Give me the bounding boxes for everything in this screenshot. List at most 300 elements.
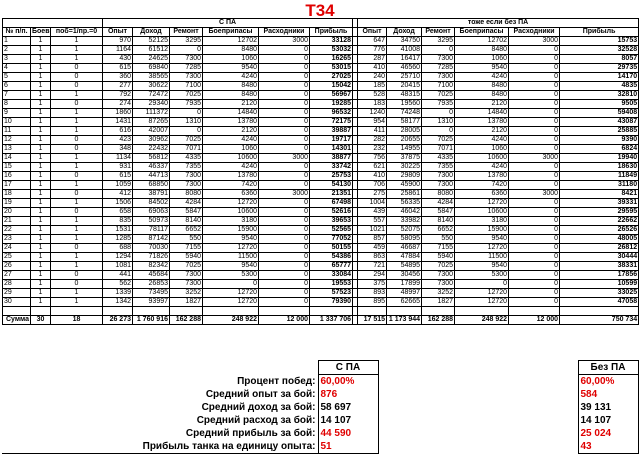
cell: 1 [31, 217, 51, 226]
cell: 3000 [259, 154, 310, 163]
cell: 776 [358, 46, 387, 55]
cell: 1 [31, 190, 51, 199]
cell: 970 [103, 37, 133, 46]
cell: 274 [103, 100, 133, 109]
cell: 33025 [560, 289, 639, 298]
cell: 1 337 706 [310, 316, 353, 325]
cell: 615 [103, 64, 133, 73]
gap-cell [31, 307, 51, 316]
cell: 0 [259, 73, 310, 82]
cell: 0 [509, 91, 560, 100]
cell: 52125 [133, 37, 170, 46]
stats-label: Прибыль танка на единицу опыта: [2, 440, 318, 454]
cell: 2120 [455, 100, 509, 109]
stats-row [2, 427, 638, 440]
cell: 54895 [387, 262, 422, 271]
cell: 32528 [560, 46, 639, 55]
cell: 52616 [310, 208, 353, 217]
cell: 56967 [310, 91, 353, 100]
cell: 5847 [422, 208, 455, 217]
cell: 232 [358, 145, 387, 154]
cell: 65777 [310, 262, 353, 271]
table-row [3, 226, 639, 235]
cell: 1 [31, 172, 51, 181]
stats-mid-spacer [378, 401, 578, 414]
cell: 1 [51, 55, 103, 64]
gap-cell [259, 307, 310, 316]
cell: 45900 [387, 181, 422, 190]
cell: 0 [259, 163, 310, 172]
table-row [3, 271, 639, 280]
cell: 39653 [310, 217, 353, 226]
cell: 0 [51, 271, 103, 280]
cell: 7155 [170, 244, 203, 253]
gap-row [3, 307, 639, 316]
cell: 1 [51, 118, 103, 127]
cell: 7071 [422, 145, 455, 154]
cell: 12720 [203, 289, 259, 298]
cell: 7300 [170, 271, 203, 280]
table-row [3, 199, 639, 208]
cell: 439 [358, 208, 387, 217]
cell: 410 [358, 172, 387, 181]
cell: 59408 [560, 109, 639, 118]
cell: 1 [51, 109, 103, 118]
table-row [3, 118, 639, 127]
cell: 48997 [387, 289, 422, 298]
cell: 46687 [387, 244, 422, 253]
table-row [3, 235, 639, 244]
cell: 410 [358, 64, 387, 73]
cell: 26526 [560, 226, 639, 235]
cell: 1081 [103, 262, 133, 271]
gap-cell [103, 307, 133, 316]
cell: 14170 [560, 73, 639, 82]
cell: 26853 [133, 280, 170, 289]
col-header-left-1: Боев [32, 28, 50, 35]
cell: 1 [51, 127, 103, 136]
cell: 1 [31, 109, 51, 118]
stats-value-with: 51 [318, 440, 378, 454]
col-header-left-2: поб=1/пр.=0 [51, 28, 103, 37]
cell: 17856 [560, 271, 639, 280]
cell: 0 [51, 100, 103, 109]
col-header-with-1: Доход [133, 28, 170, 37]
stats-value-with: 14 107 [318, 414, 378, 427]
cell: 0 [509, 262, 560, 271]
table-row [3, 208, 639, 217]
cell: 9505 [560, 100, 639, 109]
table-row [3, 289, 639, 298]
cell: 11 [3, 127, 31, 136]
cell: 1 [31, 136, 51, 145]
cell: 7025 [170, 91, 203, 100]
cell: 33982 [387, 217, 422, 226]
cell: 7300 [170, 181, 203, 190]
cell: 73495 [133, 289, 170, 298]
cell: 7300 [422, 181, 455, 190]
cell: 14301 [310, 145, 353, 154]
cell: 528 [358, 91, 387, 100]
cell: 792 [103, 91, 133, 100]
cell: 1860 [103, 109, 133, 118]
cell: 0 [509, 163, 560, 172]
cell: 1 [31, 208, 51, 217]
cell: 1827 [170, 298, 203, 307]
cell: 13780 [203, 172, 259, 181]
cell: 77052 [310, 235, 353, 244]
table-row [3, 190, 639, 199]
cell: 12 000 [259, 316, 310, 325]
col-header-with-2: Ремонт [170, 28, 203, 37]
cell: 19717 [310, 136, 353, 145]
table-row [3, 136, 639, 145]
cell: 931 [103, 163, 133, 172]
cell: 17899 [387, 280, 422, 289]
table-row [3, 127, 639, 136]
cell: 46560 [387, 64, 422, 73]
cell: 12720 [455, 244, 509, 253]
column-header-row [3, 28, 639, 37]
table-row [3, 82, 639, 91]
cell: 1 [31, 100, 51, 109]
cell: 79390 [310, 298, 353, 307]
cell: 7300 [422, 73, 455, 82]
cell: 41008 [387, 46, 422, 55]
cell: 1342 [103, 298, 133, 307]
cell: 4240 [203, 163, 259, 172]
cell: 39331 [560, 199, 639, 208]
cell: 1 [31, 199, 51, 208]
cell: 0 [509, 73, 560, 82]
cell: 50155 [310, 244, 353, 253]
cell: 69063 [133, 208, 170, 217]
cell: 33742 [310, 163, 353, 172]
cell: 1 [51, 298, 103, 307]
cell: 0 [51, 208, 103, 217]
cell: 1060 [203, 55, 259, 64]
cell: 38565 [133, 73, 170, 82]
cell: 12 000 [509, 316, 560, 325]
stats-mid-spacer [378, 375, 578, 389]
table-row [3, 154, 639, 163]
cell: 550 [422, 235, 455, 244]
cell: 0 [509, 145, 560, 154]
cell: 0 [422, 127, 455, 136]
stats-value-without: 60,00% [578, 375, 638, 389]
stats-value-with: 60,00% [318, 375, 378, 389]
cell: 7025 [170, 262, 203, 271]
cell: 29 [3, 289, 31, 298]
cell: 12720 [203, 244, 259, 253]
cell: 6360 [455, 190, 509, 199]
cell: 25 [3, 253, 31, 262]
table-row [3, 91, 639, 100]
cell: 39887 [310, 127, 353, 136]
cell: 10 [3, 118, 31, 127]
cell: 1 [51, 226, 103, 235]
cell: 1339 [103, 289, 133, 298]
cell: 0 [259, 289, 310, 298]
cell: 12720 [455, 199, 509, 208]
stats-value-without: 43 [578, 440, 638, 454]
cell: 0 [259, 136, 310, 145]
stats-mid-spacer [378, 427, 578, 440]
cell: 13 [3, 145, 31, 154]
cell: 29595 [560, 208, 639, 217]
cell: 15 [3, 163, 31, 172]
cell: 29809 [387, 172, 422, 181]
cell: 0 [509, 217, 560, 226]
cell: 3000 [509, 37, 560, 46]
cell: 7025 [170, 136, 203, 145]
cell: 0 [422, 46, 455, 55]
cell: 72175 [310, 118, 353, 127]
cell: 441 [103, 271, 133, 280]
cell: 18 [51, 316, 103, 325]
stats-value-without: 25 024 [578, 427, 638, 440]
cell: 0 [509, 55, 560, 64]
cell: 21351 [310, 190, 353, 199]
cell: 0 [259, 145, 310, 154]
cell: 15042 [310, 82, 353, 91]
cell: 0 [259, 118, 310, 127]
cell: 29735 [560, 64, 639, 73]
cell: 1 [51, 235, 103, 244]
cell: 0 [51, 73, 103, 82]
cell: 1310 [170, 118, 203, 127]
cell: 7285 [170, 64, 203, 73]
cell: 74248 [387, 109, 422, 118]
cell: 72472 [133, 91, 170, 100]
cell: 7300 [170, 73, 203, 82]
cell: 54386 [310, 253, 353, 262]
cell: 6 [3, 82, 31, 91]
cell: 30 [3, 298, 31, 307]
gap-cell [387, 307, 422, 316]
cell: 3000 [509, 190, 560, 199]
cell: 7155 [422, 244, 455, 253]
cell: 8480 [455, 82, 509, 91]
cell: 688 [103, 244, 133, 253]
cell: 5847 [170, 208, 203, 217]
cell: 1 [31, 118, 51, 127]
cell: 0 [259, 199, 310, 208]
cell: 19940 [560, 154, 639, 163]
cell: 1 [51, 253, 103, 262]
cell: 0 [509, 118, 560, 127]
col-header-with-4: Расходники [259, 28, 310, 37]
stats-row [2, 414, 638, 427]
cell: 557 [358, 217, 387, 226]
cell: 275 [358, 190, 387, 199]
cell: 19553 [310, 280, 353, 289]
cell: 1 [31, 55, 51, 64]
cell: 615 [103, 172, 133, 181]
cell: 8480 [203, 82, 259, 91]
cell: 5940 [422, 253, 455, 262]
cell: 3295 [422, 37, 455, 46]
col-header-without-5: Прибыль [560, 28, 639, 37]
cell: 1 [31, 145, 51, 154]
table-row [3, 145, 639, 154]
cell: 14840 [203, 109, 259, 118]
cell: 11500 [203, 253, 259, 262]
cell: 411 [358, 127, 387, 136]
cell: 6824 [560, 145, 639, 154]
col-header-without-1: Доход [387, 28, 422, 37]
cell: 87142 [133, 235, 170, 244]
stats-label-spacer [2, 361, 318, 375]
cell: 1 [31, 37, 51, 46]
cell: 48005 [560, 235, 639, 244]
cell: 1 760 916 [133, 316, 170, 325]
cell: 50973 [133, 217, 170, 226]
cell: 0 [203, 280, 259, 289]
cell: 4240 [455, 136, 509, 145]
cell: 1310 [422, 118, 455, 127]
cell: 1827 [422, 298, 455, 307]
stats-label: Средний прибыль за бой: [185, 428, 316, 439]
cell: 61512 [133, 46, 170, 55]
cell: 7300 [170, 55, 203, 64]
cell: 0 [509, 127, 560, 136]
cell: 550 [170, 235, 203, 244]
cell: 8480 [203, 91, 259, 100]
cell: 0 [509, 181, 560, 190]
stats-col-without: Без ПА [578, 361, 638, 375]
cell: 4835 [560, 82, 639, 91]
cell: 23 [3, 235, 31, 244]
cell: 1431 [103, 118, 133, 127]
gap-cell [358, 307, 387, 316]
cell: 14840 [455, 109, 509, 118]
cell: 7300 [422, 280, 455, 289]
cell: 10600 [455, 208, 509, 217]
cell: 0 [259, 82, 310, 91]
cell: 2120 [203, 100, 259, 109]
cell: 183 [358, 100, 387, 109]
gap-cell [133, 307, 170, 316]
cell: 0 [259, 172, 310, 181]
cell: 1 [31, 244, 51, 253]
cell: 756 [358, 154, 387, 163]
cell: 16265 [310, 55, 353, 64]
stats-mid-spacer [378, 388, 578, 401]
cell: 4335 [422, 154, 455, 163]
cell: 19560 [387, 100, 422, 109]
cell: 162 288 [422, 316, 455, 325]
cell: 0 [509, 172, 560, 181]
cell: 30444 [560, 253, 639, 262]
cell: 15753 [560, 37, 639, 46]
table-row [3, 172, 639, 181]
cell: 248 922 [203, 316, 259, 325]
cell: 26812 [560, 244, 639, 253]
cell: 6652 [170, 226, 203, 235]
cell: 67498 [310, 199, 353, 208]
cell: 9 [3, 109, 31, 118]
cell: 7300 [422, 271, 455, 280]
cell: 0 [509, 289, 560, 298]
cell: 1 [51, 289, 103, 298]
cell: 25861 [387, 190, 422, 199]
cell: 43087 [560, 118, 639, 127]
cell: 0 [51, 280, 103, 289]
cell: 22662 [560, 217, 639, 226]
table-row [3, 253, 639, 262]
cell: 0 [509, 298, 560, 307]
cell: 0 [259, 226, 310, 235]
cell: 0 [259, 280, 310, 289]
cell: 7300 [170, 280, 203, 289]
cell: 6652 [422, 226, 455, 235]
cell: 1060 [455, 55, 509, 64]
group-header-row [3, 19, 639, 28]
cell: 7025 [422, 262, 455, 271]
cell: 18 [3, 190, 31, 199]
cell: 54130 [310, 181, 353, 190]
cell: 46337 [133, 163, 170, 172]
cell: 16417 [387, 55, 422, 64]
cell: 0 [509, 280, 560, 289]
cell: 8080 [170, 190, 203, 199]
cell: 34750 [387, 37, 422, 46]
cell: 248 922 [455, 316, 509, 325]
cell: 954 [358, 118, 387, 127]
cell: 7100 [170, 82, 203, 91]
cell: 47884 [387, 253, 422, 262]
table-row [3, 73, 639, 82]
cell: 1 [51, 217, 103, 226]
cell: 750 734 [560, 316, 639, 325]
cell: 12 [3, 136, 31, 145]
cell: 1 [31, 226, 51, 235]
cell: 4284 [170, 199, 203, 208]
col-header-without-2: Ремонт [422, 28, 455, 37]
cell: 1240 [358, 109, 387, 118]
cell: 1506 [103, 199, 133, 208]
cell: 48315 [387, 91, 422, 100]
cell: 13780 [203, 118, 259, 127]
cell: 68850 [133, 181, 170, 190]
cell: 5300 [455, 271, 509, 280]
cell: 26 [3, 262, 31, 271]
cell: 7285 [422, 64, 455, 73]
cell: 0 [509, 271, 560, 280]
gap-cell [170, 307, 203, 316]
cell: 15900 [203, 226, 259, 235]
cell: 0 [259, 109, 310, 118]
cell: 0 [259, 127, 310, 136]
cell: 53032 [310, 46, 353, 55]
cell: 44713 [133, 172, 170, 181]
cell: 38877 [310, 154, 353, 163]
cell: 3 [3, 55, 31, 64]
gap-cell [203, 307, 259, 316]
cell: 70030 [133, 244, 170, 253]
cell: 0 [51, 64, 103, 73]
cell: 12720 [455, 298, 509, 307]
cell: 24 [3, 244, 31, 253]
stats-label: Средний доход за бой: [201, 402, 316, 413]
cell: 20 [3, 208, 31, 217]
cell: 13780 [455, 118, 509, 127]
cell: 7025 [422, 136, 455, 145]
col-header-with-3: Боеприпасы [203, 28, 259, 37]
cell: 0 [509, 226, 560, 235]
stats-header-row [2, 361, 638, 375]
